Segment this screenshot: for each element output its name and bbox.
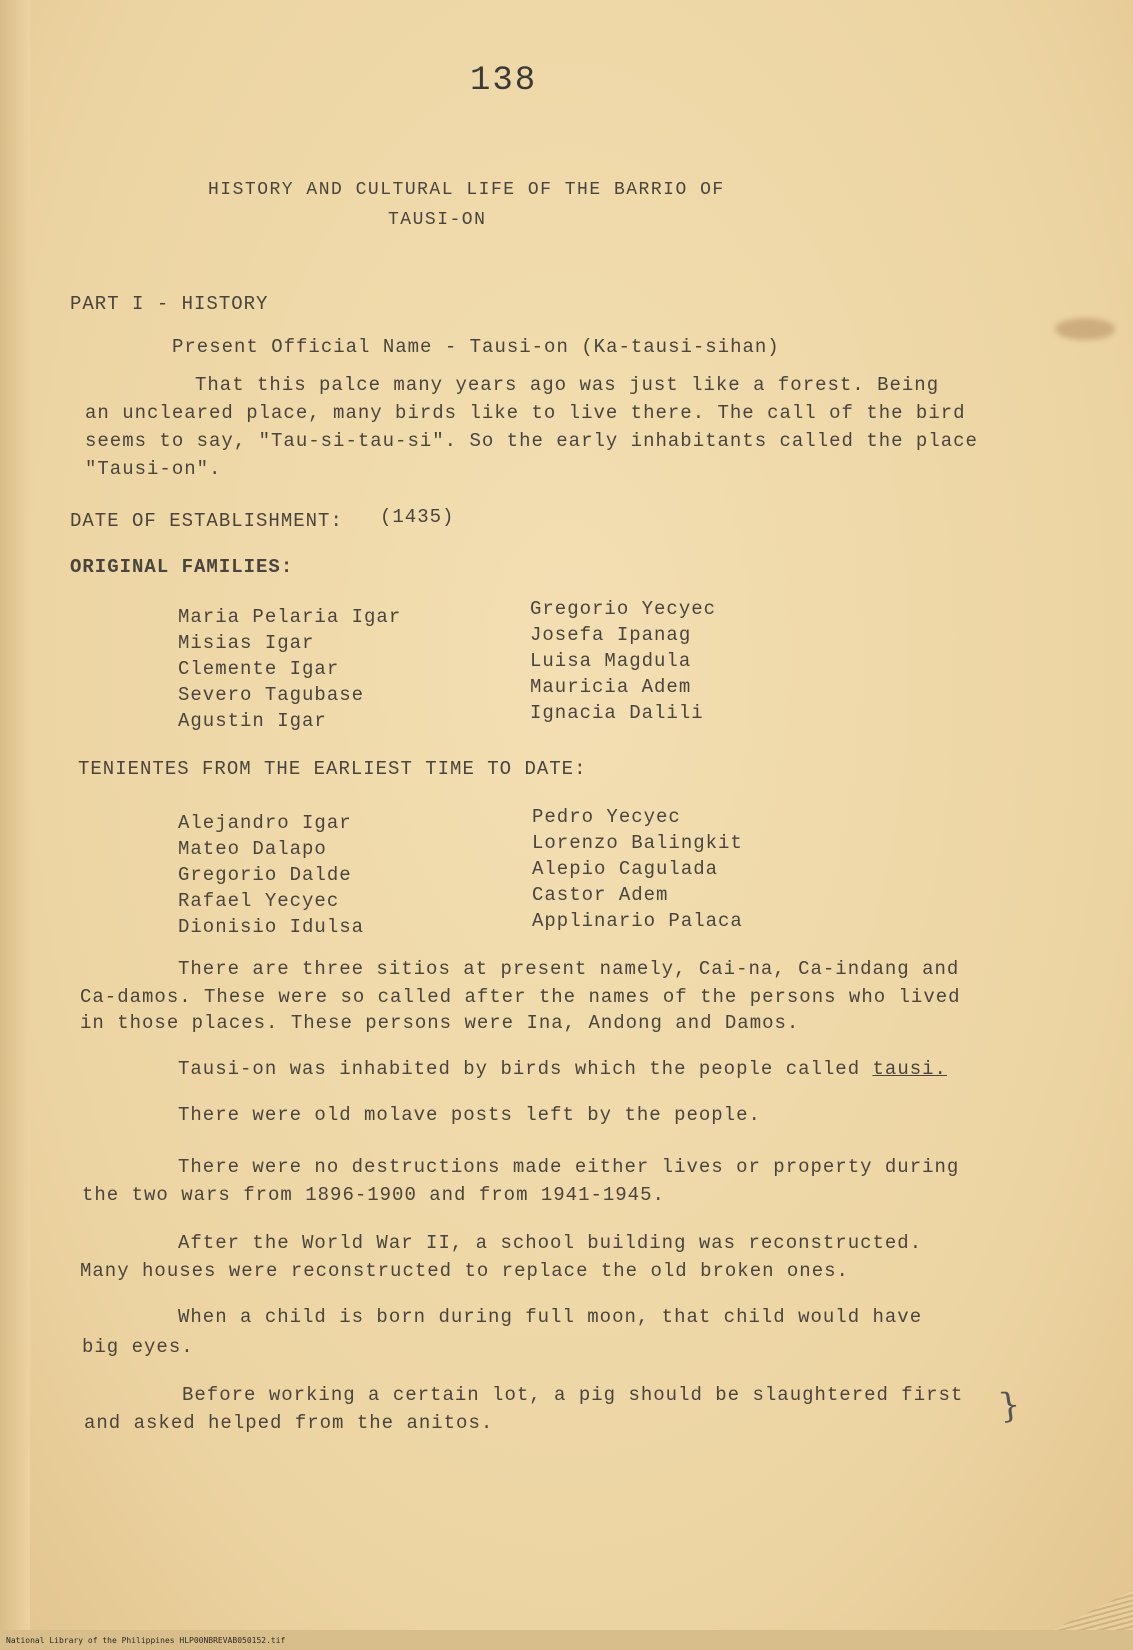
- title-line-1: HISTORY AND CULTURAL LIFE OF THE BARRIO OF: [208, 180, 725, 200]
- page-number: 138: [470, 62, 538, 100]
- birds-text: Tausi-on was inhabited by birds which the people called: [178, 1058, 873, 1080]
- molave-line: There were old molave posts left by the people.: [178, 1104, 761, 1126]
- paper-stain: [1055, 318, 1115, 340]
- intro-line-3: seems to say, "Tau-si-tau-si". So the early inhabitants called the place: [85, 430, 978, 452]
- sitios-line-3: in those places. These persons were Ina, Andong and Damos.: [80, 1012, 800, 1034]
- teniente-left-4: Rafael Yecyec: [178, 890, 340, 912]
- part-heading: PART I - HISTORY: [70, 293, 269, 315]
- binding-edge: [0, 0, 30, 1650]
- wars-line-1: There were no destructions made either lives or property during: [178, 1156, 960, 1178]
- school-line-2: Many houses were reconstructed to replace the old broken ones.: [80, 1260, 849, 1282]
- teniente-right-3: Alepio Cagulada: [532, 858, 719, 880]
- teniente-right-1: Pedro Yecyec: [532, 806, 681, 828]
- family-left-4: Severo Tagubase: [178, 684, 365, 706]
- teniente-left-5: Dionisio Idulsa: [178, 916, 365, 938]
- sitios-line-1: There are three sitios at present namely, Cai-na, Ca-indang and: [178, 958, 960, 980]
- establishment-value: (1435): [380, 506, 455, 528]
- family-left-1: Maria Pelaria Igar: [178, 606, 402, 628]
- family-right-2: Josefa Ipanag: [530, 624, 692, 646]
- family-left-5: Agustin Igar: [178, 710, 327, 732]
- title-line-2: TAUSI-ON: [388, 210, 487, 230]
- teniente-right-4: Castor Adem: [532, 884, 669, 906]
- families-heading: ORIGINAL FAMILIES:: [70, 556, 294, 578]
- establishment-label: DATE OF ESTABLISHMENT:: [70, 510, 343, 532]
- teniente-left-2: Mateo Dalapo: [178, 838, 327, 860]
- family-left-3: Clemente Igar: [178, 658, 340, 680]
- teniente-right-2: Lorenzo Balingkit: [532, 832, 743, 854]
- birds-sentence: [178, 1058, 947, 1080]
- wars-line-2: the two wars from 1896-1900 and from 1941-1945.: [82, 1184, 665, 1206]
- handwritten-brace-mark: }: [995, 1384, 1023, 1427]
- teniente-right-5: Applinario Palaca: [532, 910, 743, 932]
- intro-line-2: an uncleared place, many birds like to live there. The call of the bird: [85, 402, 966, 424]
- family-right-4: Mauricia Adem: [530, 676, 692, 698]
- school-line-1: After the World War II, a school building was reconstructed.: [178, 1232, 923, 1254]
- intro-line-1: That this palce many years ago was just like a forest. Being: [195, 374, 940, 396]
- child-line-2: big eyes.: [82, 1336, 194, 1358]
- pig-line-1: Before working a certain lot, a pig should be slaughtered first: [182, 1384, 964, 1406]
- family-right-5: Ignacia Dalili: [530, 702, 704, 724]
- official-name: Present Official Name - Tausi-on (Ka-tausi-sihan): [172, 336, 780, 358]
- teniente-left-1: Alejandro Igar: [178, 812, 352, 834]
- birds-word: tausi.: [872, 1058, 947, 1080]
- tenientes-heading: TENIENTES FROM THE EARLIEST TIME TO DATE:: [78, 758, 587, 780]
- intro-line-4: "Tausi-on".: [85, 458, 222, 480]
- family-left-2: Misias Igar: [178, 632, 315, 654]
- child-line-1: When a child is born during full moon, that child would have: [178, 1306, 923, 1328]
- family-right-1: Gregorio Yecyec: [530, 598, 717, 620]
- sitios-line-2: Ca-damos. These were so called after the names of the persons who lived: [80, 986, 961, 1008]
- pig-line-2: and asked helped from the anitos.: [84, 1412, 494, 1434]
- footer-caption: National Library of the Philippines HLP00NBREVAB050152.tif: [6, 1636, 286, 1645]
- teniente-left-3: Gregorio Dalde: [178, 864, 352, 886]
- family-right-3: Luisa Magdula: [530, 650, 692, 672]
